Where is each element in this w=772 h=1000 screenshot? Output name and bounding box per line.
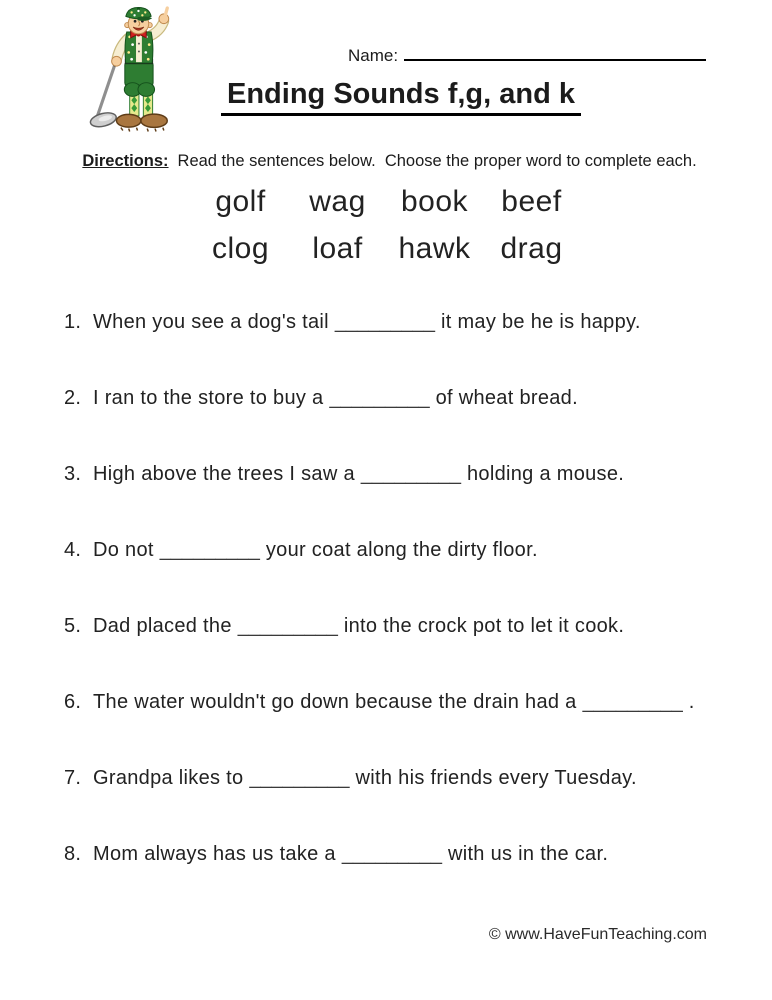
sentence-number: 4. [64,539,82,561]
sentence-text-after: . [688,691,695,713]
sentence-text-after: it may be he is happy. [441,311,641,333]
sentence-text-after: of wheat bread. [435,387,578,409]
answer-blank[interactable]: _________ [334,311,436,333]
word-bank-word: drag [500,232,563,265]
sentence-text-after: your coat along the dirty floor. [265,539,538,561]
sentence-text-before: Do not [93,539,154,561]
sentence-item [64,458,754,490]
sentence-text-before: High above the trees I saw a [93,463,355,485]
sentence-item [64,382,754,414]
sentence-item [64,306,754,338]
sentence-number: 8. [64,843,82,865]
sentence-item [64,762,754,794]
word-bank-word: clog [211,232,270,265]
answer-blank[interactable]: _________ [341,843,442,865]
sentence-number: 7. [64,767,82,789]
word-bank-word: loaf [312,232,363,265]
word-bank [0,178,772,272]
page-title [15,74,772,116]
sentence-item [64,534,754,566]
word-bank-word: wag [309,185,366,218]
answer-blank[interactable]: _________ [360,463,461,485]
directions-label: Directions: [82,152,169,170]
footer-copyright: © www.HaveFunTeaching.com [488,926,707,943]
answer-blank[interactable]: _________ [159,539,260,561]
sentence-text-after: holding a mouse. [467,463,625,485]
name-label: Name: [348,46,399,65]
sentence-text-before: The water wouldn't go down because the drain had a [93,691,577,713]
sentence-item [64,686,754,718]
name-field-row [348,42,706,66]
sentence-number: 5. [64,615,82,637]
sentence-number: 6. [64,691,82,713]
sentence-text-before: I ran to the store to buy a [93,387,324,409]
word-bank-word: golf [215,185,266,218]
sentence-text-before: Dad placed the [93,615,232,637]
sentence-text-after: with us in the car. [447,843,609,865]
sentence-text-after: with his friends every Tuesday. [355,767,637,789]
word-bank-word: beef [501,185,562,218]
sentence-text-before: Grandpa likes to [93,767,244,789]
answer-blank[interactable]: _________ [329,387,430,409]
word-bank-row [0,178,772,225]
answer-blank[interactable]: _________ [237,615,338,637]
directions-text: Read the sentences below. Choose the proper word to complete each. [177,152,697,170]
page-title-text: Ending Sounds f,g, and k [221,78,581,116]
answer-blank[interactable]: _________ [582,691,683,713]
name-input-line[interactable] [404,42,706,61]
sentence-number: 3. [64,463,82,485]
sentence-text-after: into the crock pot to let it cook. [343,615,625,637]
sentence-text-before: When you see a dog's tail [93,311,329,333]
sentence-number: 2. [64,387,82,409]
sentence-item [64,838,754,870]
word-bank-row [0,225,772,272]
sentence-list [64,306,754,914]
word-bank-word: book [400,185,469,218]
sentence-text-before: Mom always has us take a [93,843,336,865]
word-bank-word: hawk [398,232,471,265]
answer-blank[interactable]: _________ [249,767,350,789]
sentence-number: 1. [64,311,82,333]
sentence-item [64,610,754,642]
